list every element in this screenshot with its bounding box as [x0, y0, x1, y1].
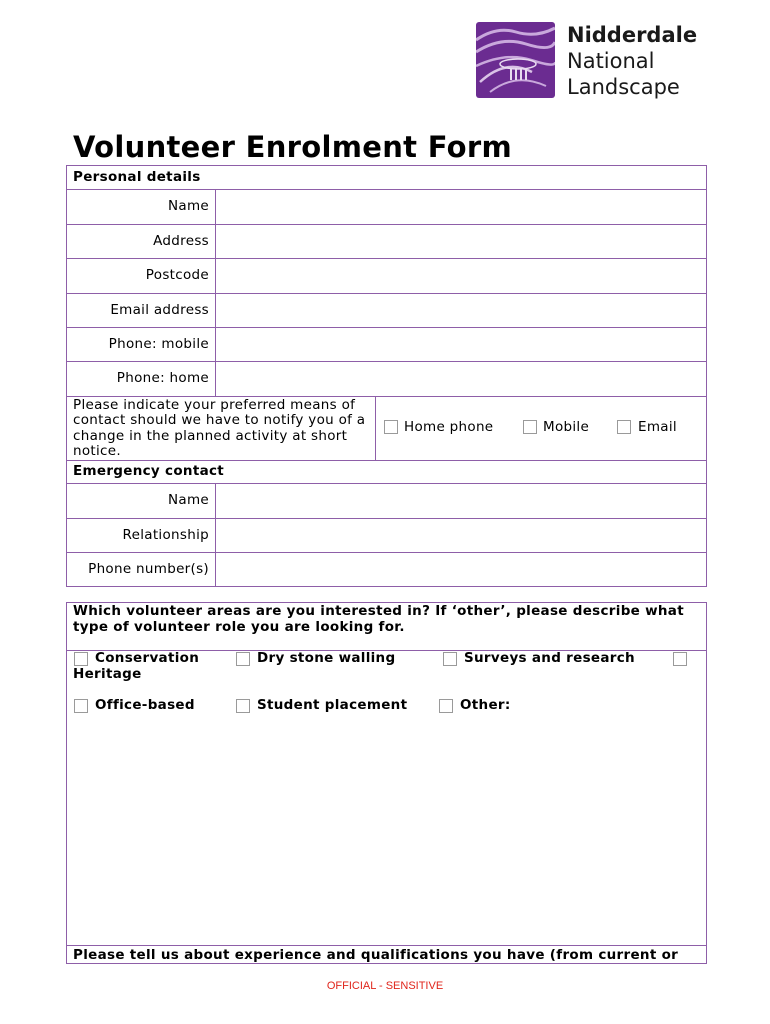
mobile-label: Mobile [543, 419, 590, 435]
address-field[interactable] [217, 226, 705, 257]
logo-line-1: Nidderdale [567, 23, 698, 47]
phone-mobile-field[interactable] [217, 329, 705, 360]
emergency-name-label: Name [167, 492, 209, 508]
surveys-label: Surveys and research [464, 650, 635, 666]
email-option-label: Email [638, 419, 677, 435]
preferred-line-4: notice. [73, 443, 121, 459]
postcode-field[interactable] [217, 260, 705, 292]
email-label: Email address [110, 302, 209, 318]
conservation-label: Conservation [95, 650, 200, 666]
personal-details-heading: Personal details [73, 169, 201, 185]
page-title: Volunteer Enrolment Form [73, 130, 512, 164]
email-checkbox[interactable] [617, 420, 631, 434]
emergency-phone-label: Phone number(s) [88, 561, 209, 577]
logo-wordmark [567, 22, 697, 100]
logo-emblem [476, 22, 555, 98]
home-phone-checkbox[interactable] [384, 420, 398, 434]
name-label: Name [167, 198, 209, 214]
office-based-checkbox[interactable] [74, 699, 88, 713]
mobile-checkbox[interactable] [523, 420, 537, 434]
student-placement-checkbox[interactable] [236, 699, 250, 713]
preferred-line-3: change in the planned activity at short [73, 428, 348, 444]
experience-question: Please tell us about experience and qualifications you have (from current or [73, 947, 679, 963]
heritage-label: Heritage [73, 666, 142, 682]
student-placement-label: Student placement [257, 697, 408, 713]
address-label: Address [153, 233, 209, 249]
logo-line-2: National [567, 49, 655, 73]
dry-stone-walling-checkbox[interactable] [236, 652, 250, 666]
emergency-contact-heading: Emergency contact [73, 463, 225, 479]
relationship-label: Relationship [122, 527, 209, 543]
phone-home-label: Phone: home [116, 370, 209, 386]
emergency-phone-field[interactable] [217, 554, 705, 586]
dry-stone-walling-label: Dry stone walling [257, 650, 396, 666]
landscape-logo-icon [476, 22, 555, 98]
preferred-line-2: contact should we have to notify you of a [73, 412, 366, 428]
relationship-field[interactable] [217, 520, 705, 551]
office-based-label: Office-based [95, 697, 195, 713]
interests-question-line-1: Which volunteer areas are you interested in? If ‘other’, please describe what [73, 603, 684, 619]
name-field[interactable] [217, 191, 705, 223]
other-checkbox[interactable] [439, 699, 453, 713]
preferred-line-1: Please indicate your preferred means of [73, 397, 356, 413]
phone-mobile-label: Phone: mobile [108, 336, 209, 352]
phone-home-field[interactable] [217, 363, 705, 395]
surveys-checkbox[interactable] [443, 652, 457, 666]
other-description-area[interactable] [68, 720, 705, 942]
interests-question-line-2: type of volunteer role you are looking for. [73, 619, 405, 635]
heritage-checkbox[interactable] [673, 652, 687, 666]
postcode-label: Postcode [145, 267, 209, 283]
email-field[interactable] [217, 295, 705, 326]
home-phone-label: Home phone [404, 419, 494, 435]
emergency-name-field[interactable] [217, 485, 705, 517]
other-label: Other: [460, 697, 511, 713]
logo-line-3: Landscape [567, 75, 680, 99]
footer-classification: OFFICIAL - SENSITIVE [326, 980, 444, 992]
conservation-checkbox[interactable] [74, 652, 88, 666]
